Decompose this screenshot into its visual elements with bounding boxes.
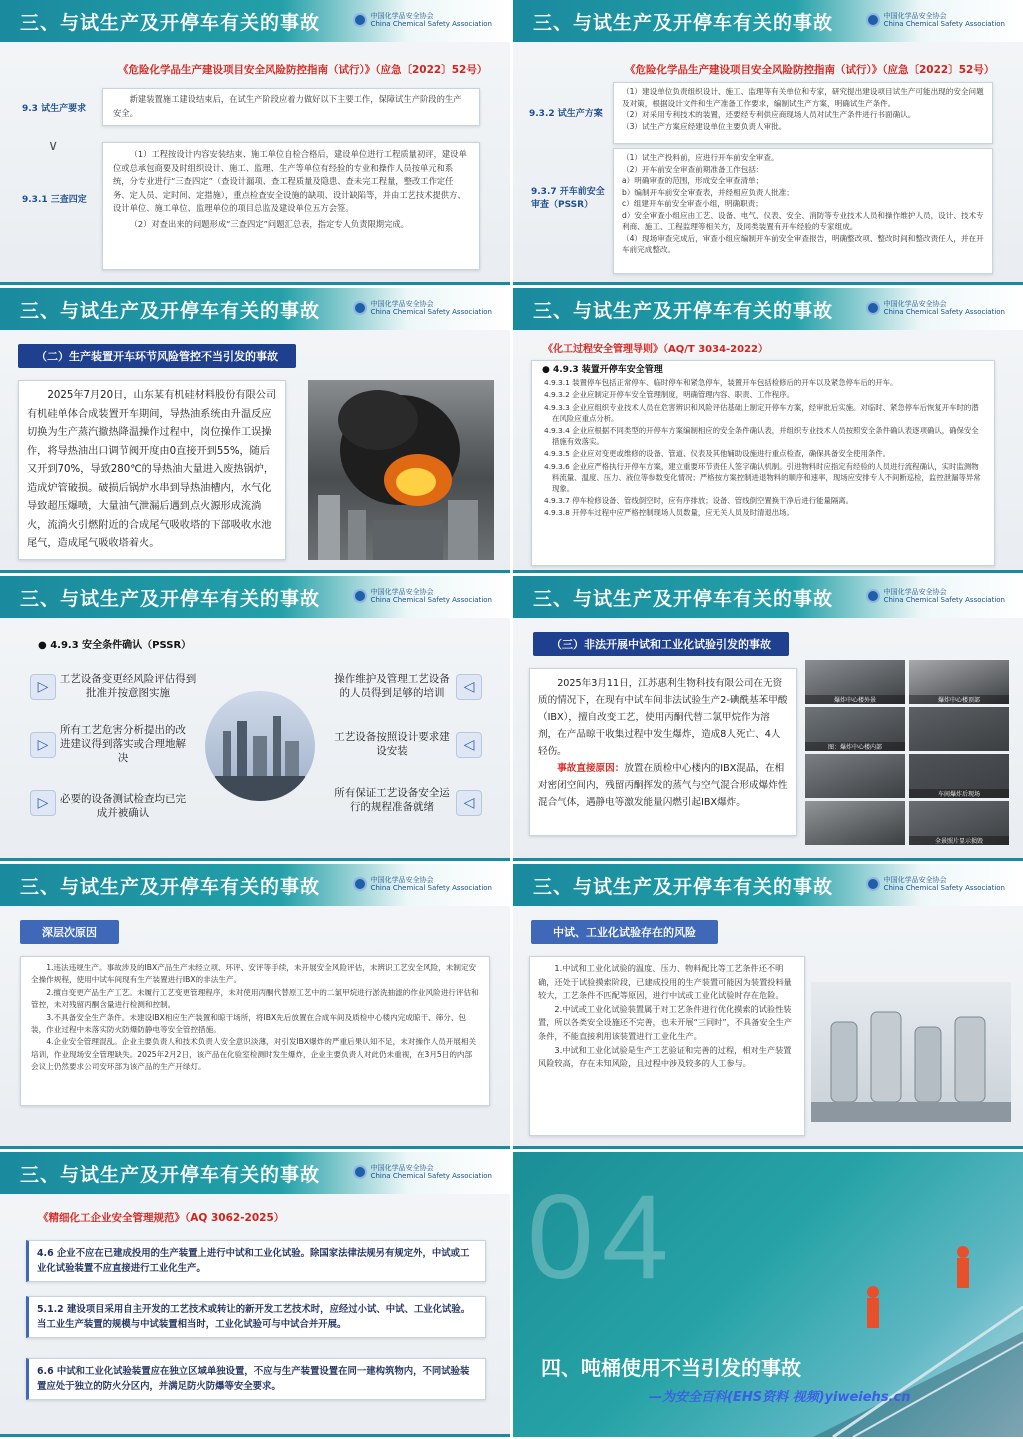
text-9-3: 新建装置施工建设结束后，在试生产阶段应着力做好以下主要工作，保障试生产阶段的生产安全。 (102, 88, 480, 126)
pssr-right-2: 工艺设备按照设计要求建设安装 (334, 731, 450, 757)
explosion-photo (308, 380, 494, 560)
cause-item: 4.企业安全管理混乱。企业主要负责人和技术负责人安全意识淡薄，对引发IBX爆炸的严重后果认知不足，未对操作人员开展相关培训，作业现场安全管理缺失。2025年2月2日，该产品在化验室检测时发生爆炸，企业主要负责人对此仍未重视，在3月5日的内部会议上仍然要求公司安环部为该产品的生产开绿灯。 (31, 1037, 477, 1072)
rules-heading: 4.9.3 装置开停车安全管理 (553, 365, 663, 375)
slide-3 (0, 288, 510, 573)
association-logo (353, 12, 492, 28)
section-pill: （三）非法开展中试和工业化试验引发的事故 (533, 632, 789, 656)
logo-icon (866, 13, 880, 27)
refinery-image (205, 691, 315, 801)
accident-photo (909, 801, 1009, 845)
logo-en: China Chemical Safety Association (370, 20, 492, 28)
accident-photo (805, 801, 905, 845)
logo-icon (866, 589, 880, 603)
text-9-3-1 (102, 142, 480, 270)
rules-list (542, 377, 984, 518)
text-9-3-2: （1）建设单位负责组织设计、施工、监理等有关单位和专家，研究提出建设项目试生产可能出现的安全问题及对策，根据设计文件和生产准备工作要求，编制试生产方案，明确试生产条件。 （2）对采用专利技术的装置，还要经专利供应商现场人员对试生产条件进行书面确认。 （3）试生产方案应经建设单位主要负责人审批。 (613, 82, 993, 144)
photo-grid (805, 660, 1011, 850)
accident-text: 2025年3月11日，江苏惠利生物科技有限公司在无资质的情况下，在现有中试车间非法试验生产2-碘酰基苯甲酸（IBX），擅自改变工艺，使用丙酮代替二氯甲烷作为溶剂，在产品晾干收集过程中发生爆炸，造成8人死亡、4人轻伤。 事故直接原因：放置在质检中心楼内的IBX混晶，在相对密闭空间内，残留丙酮挥发的蒸气与空气混合形成爆炸性混合气体，遇静电等激发能量闪燃引起IBX爆炸。 (529, 668, 797, 836)
smoke-fire-image (308, 380, 494, 560)
association-logo: 中国化学品安全协会 China Chemical Safety Association (353, 300, 492, 316)
logo-icon (353, 589, 367, 603)
section-number: 04 (527, 1170, 677, 1304)
causes-box (20, 956, 490, 1106)
lab-photo (811, 982, 1011, 1122)
rule-item: 4.9.3.8 开停车过程中应严格控制现场人员数量，应无关人员及时清退出场。 (544, 508, 794, 518)
pssr-right-1: 操作维护及管理工艺设备的人员得到足够的培训 (334, 673, 450, 699)
slide-2 (513, 0, 1023, 285)
causes-list (31, 962, 479, 1074)
label-9-3-7: 9.3.7 开车前安全审查（PSSR） (531, 187, 605, 210)
logo-icon (866, 301, 880, 315)
photo-caption: 爆炸中心楼外景 (805, 695, 905, 704)
accident-photo (805, 754, 905, 798)
slide-title: 三、与试生产及开停车有关的事故 (20, 12, 321, 34)
logo-icon (866, 877, 880, 891)
slide-header (0, 576, 510, 618)
logo-icon (353, 301, 367, 315)
slide-9 (0, 1152, 510, 1437)
reference-title: 《危险化学品生产建设项目安全风险防控指南（试行）》（应急〔2022〕52号） (118, 64, 488, 76)
rule-item: 4.9.3.5 企业应对变更或维修的设备、管道、仪表及其他辅助设施进行重点检查，确保具备安全使用条件。 (544, 449, 891, 459)
slide-1 (0, 0, 510, 285)
clause-4-6: 4.6 企业不应在已建成投用的生产装置上进行中试和工业化试验。除国家法律法规另有规定外，中试或工业化试验装置不应直接进行工业化生产。 (26, 1240, 486, 1282)
slide-title: 三、与试生产及开停车有关的事故 (20, 876, 321, 898)
pssr-right-3: 所有保证工艺设备安全运行的规程准备就绪 (334, 787, 450, 813)
logo-icon (353, 877, 367, 891)
photo-caption: 爆炸中心楼顶部 (909, 695, 1009, 704)
association-logo: 中国化学品安全协会 China Chemical Safety Association (866, 876, 1005, 892)
accident-photo (805, 707, 905, 751)
accident-text: 2025年7月20日，山东某有机硅材料股份有限公司有机硅单体合成装置开车期间，导热油系统由升温反应切换为生产蒸汽撤热降温操作过程中，岗位操作工误操作，将导热油出口调节阀开度由0直接开到55%，随后又开到70%，导致280℃的导热油大量进入废热锅炉，造成炉管破损。破损后锅炉水串到导热油槽内，水气化导致超压爆喷，大量油气泄漏后遇到点火源形成流淌火，流淌火引燃附近的合成尾气吸收塔的下部吸收水池尾气，造成尾气吸收塔着火。 (18, 380, 286, 560)
section-pill: 深层次原因 (20, 920, 119, 944)
plant-photo (205, 691, 315, 801)
pssr-heading: ● 4.9.3 安全条件确认（PSSR） (38, 640, 192, 651)
slide-title: 三、与试生产及开停车有关的事故 (20, 300, 321, 322)
slide-title: 三、与试生产及开停车有关的事故 (533, 876, 834, 898)
accident-photo (909, 754, 1009, 798)
slide-title: 三、与试生产及开停车有关的事故 (20, 1164, 321, 1186)
slide-header (0, 864, 510, 906)
reference-title: 《精细化工企业安全管理规范》（AQ 3062-2025） (38, 1212, 285, 1224)
accident-photo (909, 707, 1009, 751)
association-logo: 中国化学品安全协会 China Chemical Safety Association (353, 876, 492, 892)
association-logo: 中国化学品安全协会 China Chemical Safety Association (866, 12, 1005, 28)
slide-header (513, 864, 1023, 906)
text-9-3-7: （1）试生产投料前，应进行开车前安全审查。 （2）开车前安全审查前期准备工作包括： a）明确审查的范围，形成安全审查清单； b）编制开车前安全审查表，并经相应负责人批准； c）组建开车前安全审查小组，明确职责； d）安全审查小组应由工艺、设备、电气、仪表、安全、消防等专业技术人员和操作维护人员，设计、技术专利商、施工、工程监理等相关方，及同类装置有开车经验的专家组成。 （4）现场审查完成后，审查小组应编制开车前安全审查报告，明确整改项、整改时间和整改责任人，并在开车前完成整改。 (613, 148, 993, 274)
rule-item: 4.9.3.7 停车检修设备、管线倒空时，应有序排放；设备、管线倒空置换干净后进行能量隔离。 (544, 496, 854, 506)
slide-header (513, 288, 1023, 330)
slide-title: 三、与试生产及开停车有关的事故 (533, 300, 834, 322)
para-2: （2）对查出来的问题形成“三查四定”问题汇总表，指定专人负责限期完成。 (129, 218, 409, 229)
clause-5-1-2: 5.1.2 建设项目采用自主开发的工艺技术或转让的新开发工艺技术时，应经过小试、中试、工业化试验。当工业生产装置的规模与中试装置相当时，工业化试验可与中试合并开展。 (26, 1296, 486, 1338)
association-logo: 中国化学品安全协会 China Chemical Safety Association (353, 1164, 492, 1180)
cause-item: 2.擅自变更产品生产工艺。未履行工艺变更管理程序，未对使用丙酮代替原工艺中的二氯甲烷进行淤洗抽滤的作业风险进行评估和管控，未对残留丙酮含量进行检测和控制。 (31, 987, 479, 1010)
rule-item: 4.9.3.6 企业应严格执行开停车方案，建立重要环节责任人签字确认机制。引进物料时应指定有经验的人员进行流程确认，实时监测物料流量、温度、压力、液位等参数变化情况；严格按方案控制进退物料的顺序和速率，现场应安排专人不间断巡检，监控泄漏等异常现象。 (544, 461, 981, 494)
rule-item: 4.9.3.3 企业应组织专业技术人员在危害辨识和风险评估基础上制定开停车方案，经审批后实施。对临时、紧急停车后恢复开车时的潜在风险应重点分析。 (544, 402, 979, 423)
slide-title: 三、与试生产及开停车有关的事故 (533, 588, 834, 610)
pssr-left-2: 所有工艺危害分析提出的改进建议得到落实或合理地解决 (60, 724, 186, 764)
para-1: （1）工程按设计内容安装结束、施工单位自检合格后，建设单位进行工程质量初评，建设单位或总承包商要及时组织设计、施工、监理、生产等单位有经验的专业和操作人员按单元和系统，分专业进行“三查四定”（查设计漏项、查工程质量及隐患、查未完工程量，整改工作定任务、定人员、定时间、定措施），重点检查安全设施的缺项、设计缺陷等，并由工艺技术提供方、设计单位、施工单位、监理单位的项目总监及建设单位五方会签。 (113, 149, 467, 213)
arrow-left-icon: ◁ (456, 790, 482, 816)
association-logo: 中国化学品安全协会 China Chemical Safety Association (866, 300, 1005, 316)
logo-icon (353, 13, 367, 27)
chevron-down-icon: ∨ (48, 138, 59, 154)
slide-header (0, 288, 510, 330)
slide-header (513, 0, 1023, 42)
slide-10 (513, 1152, 1023, 1437)
slide-4 (513, 288, 1023, 573)
rule-item: 4.9.3.2 企业应制定开停车安全管理制度，明确管理内容、职责、工作程序。 (544, 390, 794, 400)
slide-header (513, 576, 1023, 618)
arrow-right-icon: ▷ (30, 732, 56, 758)
section-pill: 中试、工业化试验存在的风险 (531, 920, 718, 944)
reactor-equipment-image (811, 982, 1011, 1122)
cause-item: 1.违法违规生产。事故涉及的IBX产品生产未经立项、环评、安评等手续，未开展安全风险评估，未辨识工艺安全风险，未制定安全操作规程，使用中试车间现有生产装置进行IBX的非法生产。 (31, 963, 477, 985)
label-9-3: 9.3 试生产要求 (22, 104, 87, 114)
slide-header (0, 0, 510, 42)
association-logo: 中国化学品安全协会 China Chemical Safety Association (866, 588, 1005, 604)
cause-item: 3.不具备安全生产条件。未建设IBX相应生产装置和晾干场所，将IBX先后放置在合成车间及质检中心楼内完成晾干、筛分、包装，作业过程中未落实防火防爆防静电等安全管控措施。 (31, 1012, 467, 1035)
slide-7 (0, 864, 510, 1149)
slide-header (0, 1152, 510, 1194)
watermark-text: —为安全百科(EHS资料 视频)yiweiehs.cn (649, 1390, 911, 1405)
rule-item: 4.9.3.1 装置停车包括正常停车、临时停车和紧急停车，装置开车包括检修后的开车以及紧急停车后的开车。 (544, 378, 898, 388)
rules-box: ● 4.9.3 装置开停车安全管理 4.9.3.1 装置停车包括正常停车、临时停车和紧急停车，装置开车包括检修后的开车以及紧急停车后的开车。 4.9.3.2 企业应制定开停车安全管理制度，明确管理内容、职责、工作程序。 4.9.3.3 企业应组织专业技术人员在危害辨识和风险评估基础上制定开停车方案，经审批后实施。对临时、紧急停车后恢复开车时的潜在风险应重点分析。 4.9.3.4 企业应根据不同类型的开停车方案编制相应的安全条件确认表，并组织专业技术人员按照安全条件确认表逐项确认，确保安全措施有效落实。 4.9.3.5 企业应对变更或维修的设备、管道、仪表及其他辅助设施进行重点检查，确保具备安全使用条件。 4.9.3.6 企业应严格执行开停车方案，建立重要环节责任人签字确认机制。引进物料时应指定有经验的人员进行流程确认，实时监测物料流量、温度、压力、液位等参数变化情况；严格按方案控制进退物料的顺序和速率，现场应安排专人不间断巡检，监控泄漏等异常现象。 4.9.3.7 停车检修设备、管线倒空时，应有序排放；设备、管线倒空置换干净后进行能量隔离。 4.9.3.8 开停车过程中应严格控制现场人员数量，应无关人员及时清退出场。 (531, 360, 995, 566)
slide-title: 三、与试生产及开停车有关的事故 (20, 588, 321, 610)
logo-cn: 中国化学品安全协会 (370, 12, 434, 20)
accident-photo (909, 660, 1009, 704)
arrow-left-icon: ◁ (456, 732, 482, 758)
slide-title: 三、与试生产及开停车有关的事故 (533, 12, 834, 34)
label-9-3-2: 9.3.2 试生产方案 (529, 109, 603, 119)
association-logo: 中国化学品安全协会 China Chemical Safety Association (353, 588, 492, 604)
label-9-3-1: 9.3.1 三查四定 (22, 195, 87, 205)
reference-title: 《化工过程安全管理导则》（AQ/T 3034-2022） (543, 344, 769, 355)
section-pill: （二）生产装置开车环节风险管控不当引发的事故 (18, 344, 296, 368)
pssr-left-3: 必要的设备测试检查均已完成并被确认 (60, 793, 186, 819)
arrow-left-icon: ◁ (456, 674, 482, 700)
arrow-right-icon: ▷ (30, 790, 56, 816)
accident-photo (805, 660, 905, 704)
risks-box: 1.中试和工业化试验的温度、压力、物料配比等工艺条件还不明确，还处于试验摸索阶段，已建成投用的生产装置可能因为装置投料量较大，工艺条件不匹配等原因，进行中试或工业化试验时存在危险。 2.中试或工业化试验装置属于对工艺条件进行优化摸索的试验性装置，所以各类安全设施还不完善，也未开展“三同时”，不具备安全生产条件，不能直接利用该装置进行工业化生产。 3.中试和工业化试验是生产工艺验证和完善的过程，相对生产装置风险较高，存在未知风险，且过程中涉及较多的人工参与。 (529, 956, 805, 1136)
slide-6 (513, 576, 1023, 861)
arrow-right-icon: ▷ (30, 674, 56, 700)
rule-item: 4.9.3.4 企业应根据不同类型的开停车方案编制相应的安全条件确认表，并组织专业技术人员按照安全条件确认表逐项确认，确保安全措施有效落实。 (544, 426, 979, 447)
photo-caption: 全景照片显示损毁 (909, 836, 1009, 845)
pssr-left-1: 工艺设备变更经风险评估得到批准并按意图实施 (59, 673, 197, 699)
section-title: 四、吨桶使用不当引发的事故 (541, 1356, 801, 1380)
clause-6-6: 6.6 中试和工业化试验装置应在独立区域单独设置，不应与生产装置设置在同一建构筑物内，不同试验装置应处于独立的防火分区内，并满足防火防爆等安全要求。 (26, 1358, 486, 1400)
slide-5 (0, 576, 510, 861)
logo-icon (353, 1165, 367, 1179)
photo-caption: 图：爆炸中心楼内部 (805, 742, 905, 751)
reference-title: 《危险化学品生产建设项目安全风险防控指南（试行）》（应急〔2022〕52号） (625, 64, 995, 76)
photo-caption: 车间爆炸后现场 (909, 789, 1009, 798)
slide-8 (513, 864, 1023, 1149)
